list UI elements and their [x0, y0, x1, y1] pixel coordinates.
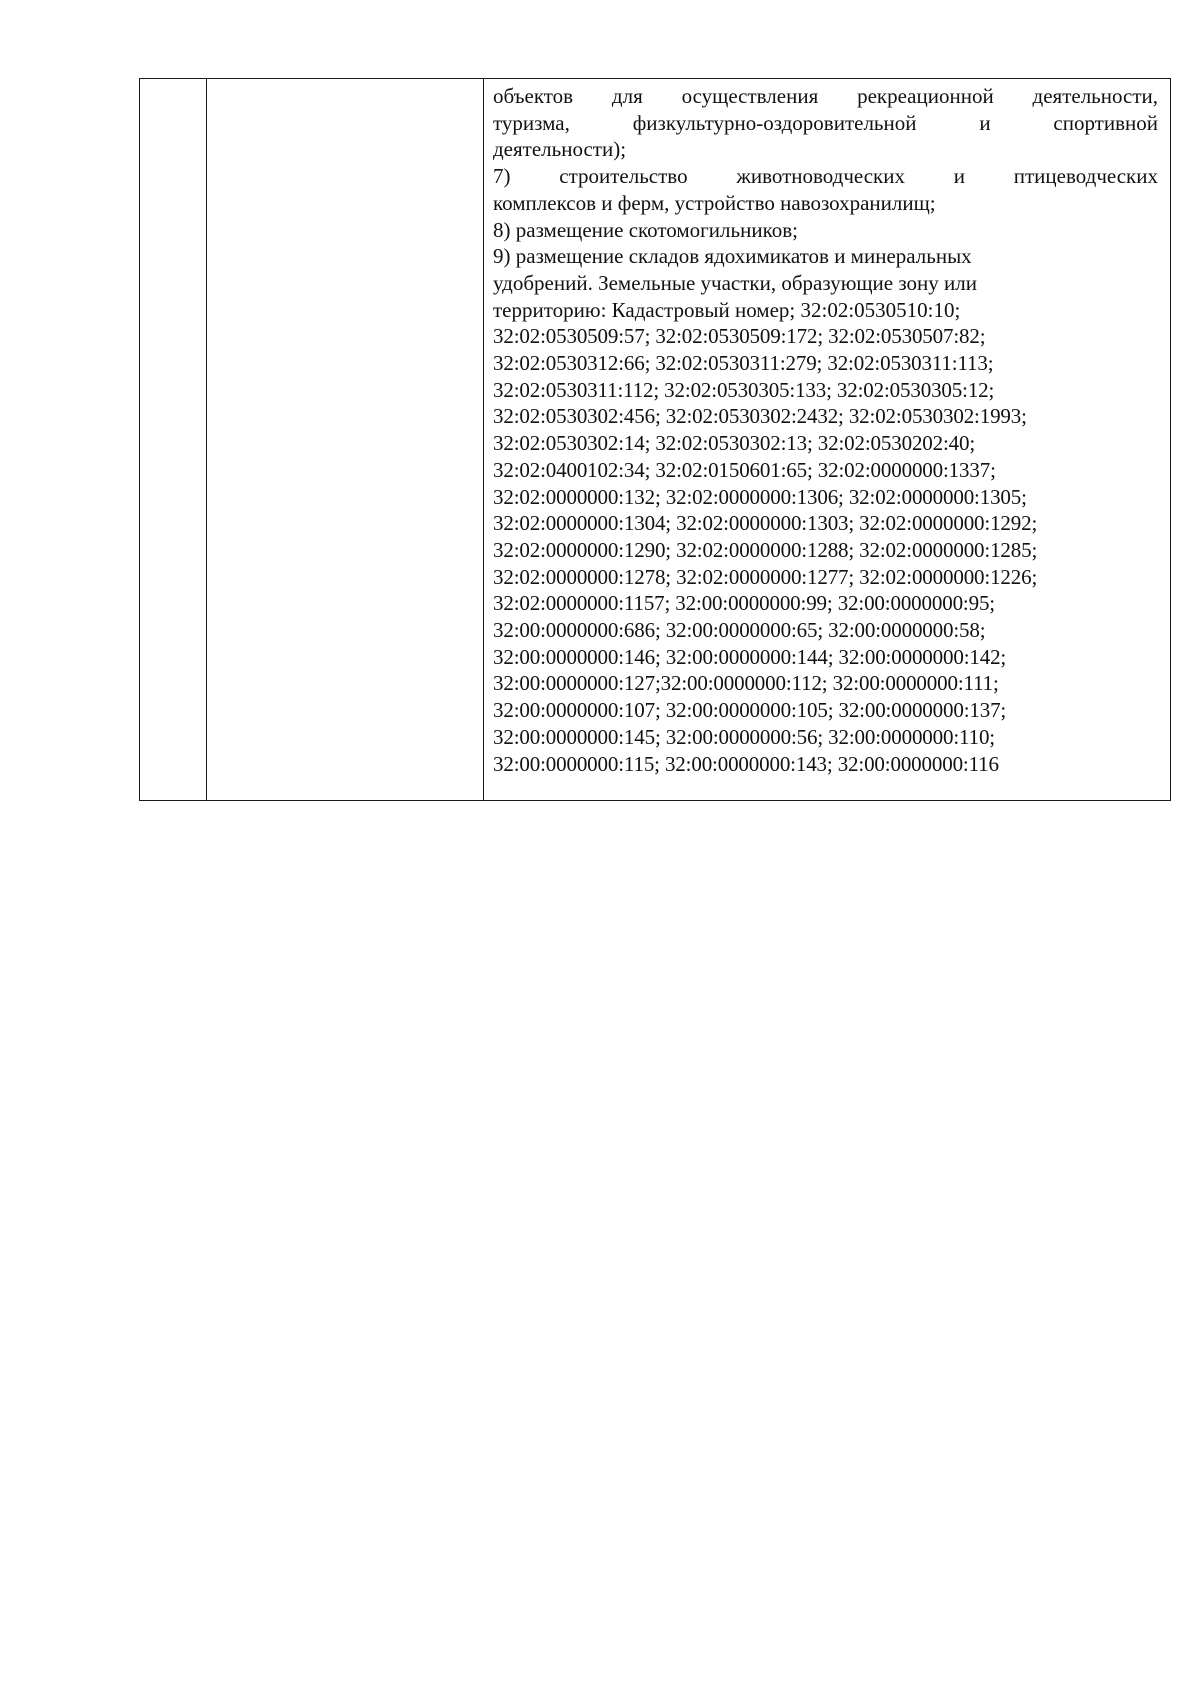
text-line: удобрений. Земельные участки, образующие зону или: [493, 270, 977, 295]
cadastral-line: 32:02:0000000:1304; 32:02:0000000:1303; 32:02:0000000:1292;: [493, 511, 1038, 536]
cadastral-line: 32:02:0530302:14; 32:02:0530302:13; 32:02:0530202:40;: [493, 431, 976, 456]
cadastral-line: 32:02:0530311:112; 32:02:0530305:133; 32:02:0530305:12;: [493, 377, 995, 402]
cadastral-line: 32:02:0000000:1157; 32:00:0000000:99; 32:00:0000000:95;: [493, 591, 995, 616]
cadastral-line: 32:02:0530312:66; 32:02:0530311:279; 32:02:0530311:113;: [493, 351, 994, 376]
table-row: [140, 79, 1171, 801]
description-text: [484, 79, 1170, 777]
cadastral-line: 32:02:0530302:456; 32:02:0530302:2432; 32:02:0530302:1993;: [493, 404, 1027, 429]
text-line: 7) строительство животноводческих и птицеводческих: [493, 164, 1158, 189]
text-line: 8) размещение скотомогильников;: [493, 217, 798, 242]
text-line: территорию: Кадастровый номер; 32:02:0530510:10;: [493, 297, 961, 322]
cadastral-line: 32:00:0000000:107; 32:00:0000000:105; 32:00:0000000:137;: [493, 698, 1007, 723]
cadastral-line: 32:02:0000000:1290; 32:02:0000000:1288; 32:02:0000000:1285;: [493, 537, 1038, 562]
cadastral-line: 32:00:0000000:686; 32:00:0000000:65; 32:00:0000000:58;: [493, 618, 986, 643]
zone-name-cell: [207, 79, 484, 801]
text-line: 9) размещение складов ядохимикатов и минеральных: [493, 244, 972, 269]
text-line: комплексов и ферм, устройство навозохранилищ;: [493, 190, 936, 215]
cadastral-line: 32:02:0000000:1278; 32:02:0000000:1277; 32:02:0000000:1226;: [493, 564, 1038, 589]
row-number-cell: [140, 79, 207, 801]
zone-restrictions-table: [139, 78, 1171, 801]
cadastral-line: 32:00:0000000:127;32:00:0000000:112; 32:00:0000000:111;: [493, 671, 999, 696]
cadastral-line: 32:00:0000000:115; 32:00:0000000:143; 32:00:0000000:116: [493, 751, 999, 776]
text-line: туризма, физкультурно-оздоровительной и спортивной: [493, 110, 1158, 135]
cadastral-line: 32:00:0000000:145; 32:00:0000000:56; 32:00:0000000:110;: [493, 724, 995, 749]
cadastral-line: 32:02:0530509:57; 32:02:0530509:172; 32:02:0530507:82;: [493, 324, 986, 349]
text-line: объектов для осуществления рекреационной деятельности,: [493, 84, 1158, 108]
cadastral-line: 32:02:0000000:132; 32:02:0000000:1306; 32:02:0000000:1305;: [493, 484, 1027, 509]
cadastral-line: 32:00:0000000:146; 32:00:0000000:144; 32:00:0000000:142;: [493, 644, 1007, 669]
text-line: деятельности);: [493, 137, 627, 162]
cadastral-line: 32:02:0400102:34; 32:02:0150601:65; 32:02:0000000:1337;: [493, 457, 996, 482]
restrictions-description-cell: [484, 79, 1171, 801]
